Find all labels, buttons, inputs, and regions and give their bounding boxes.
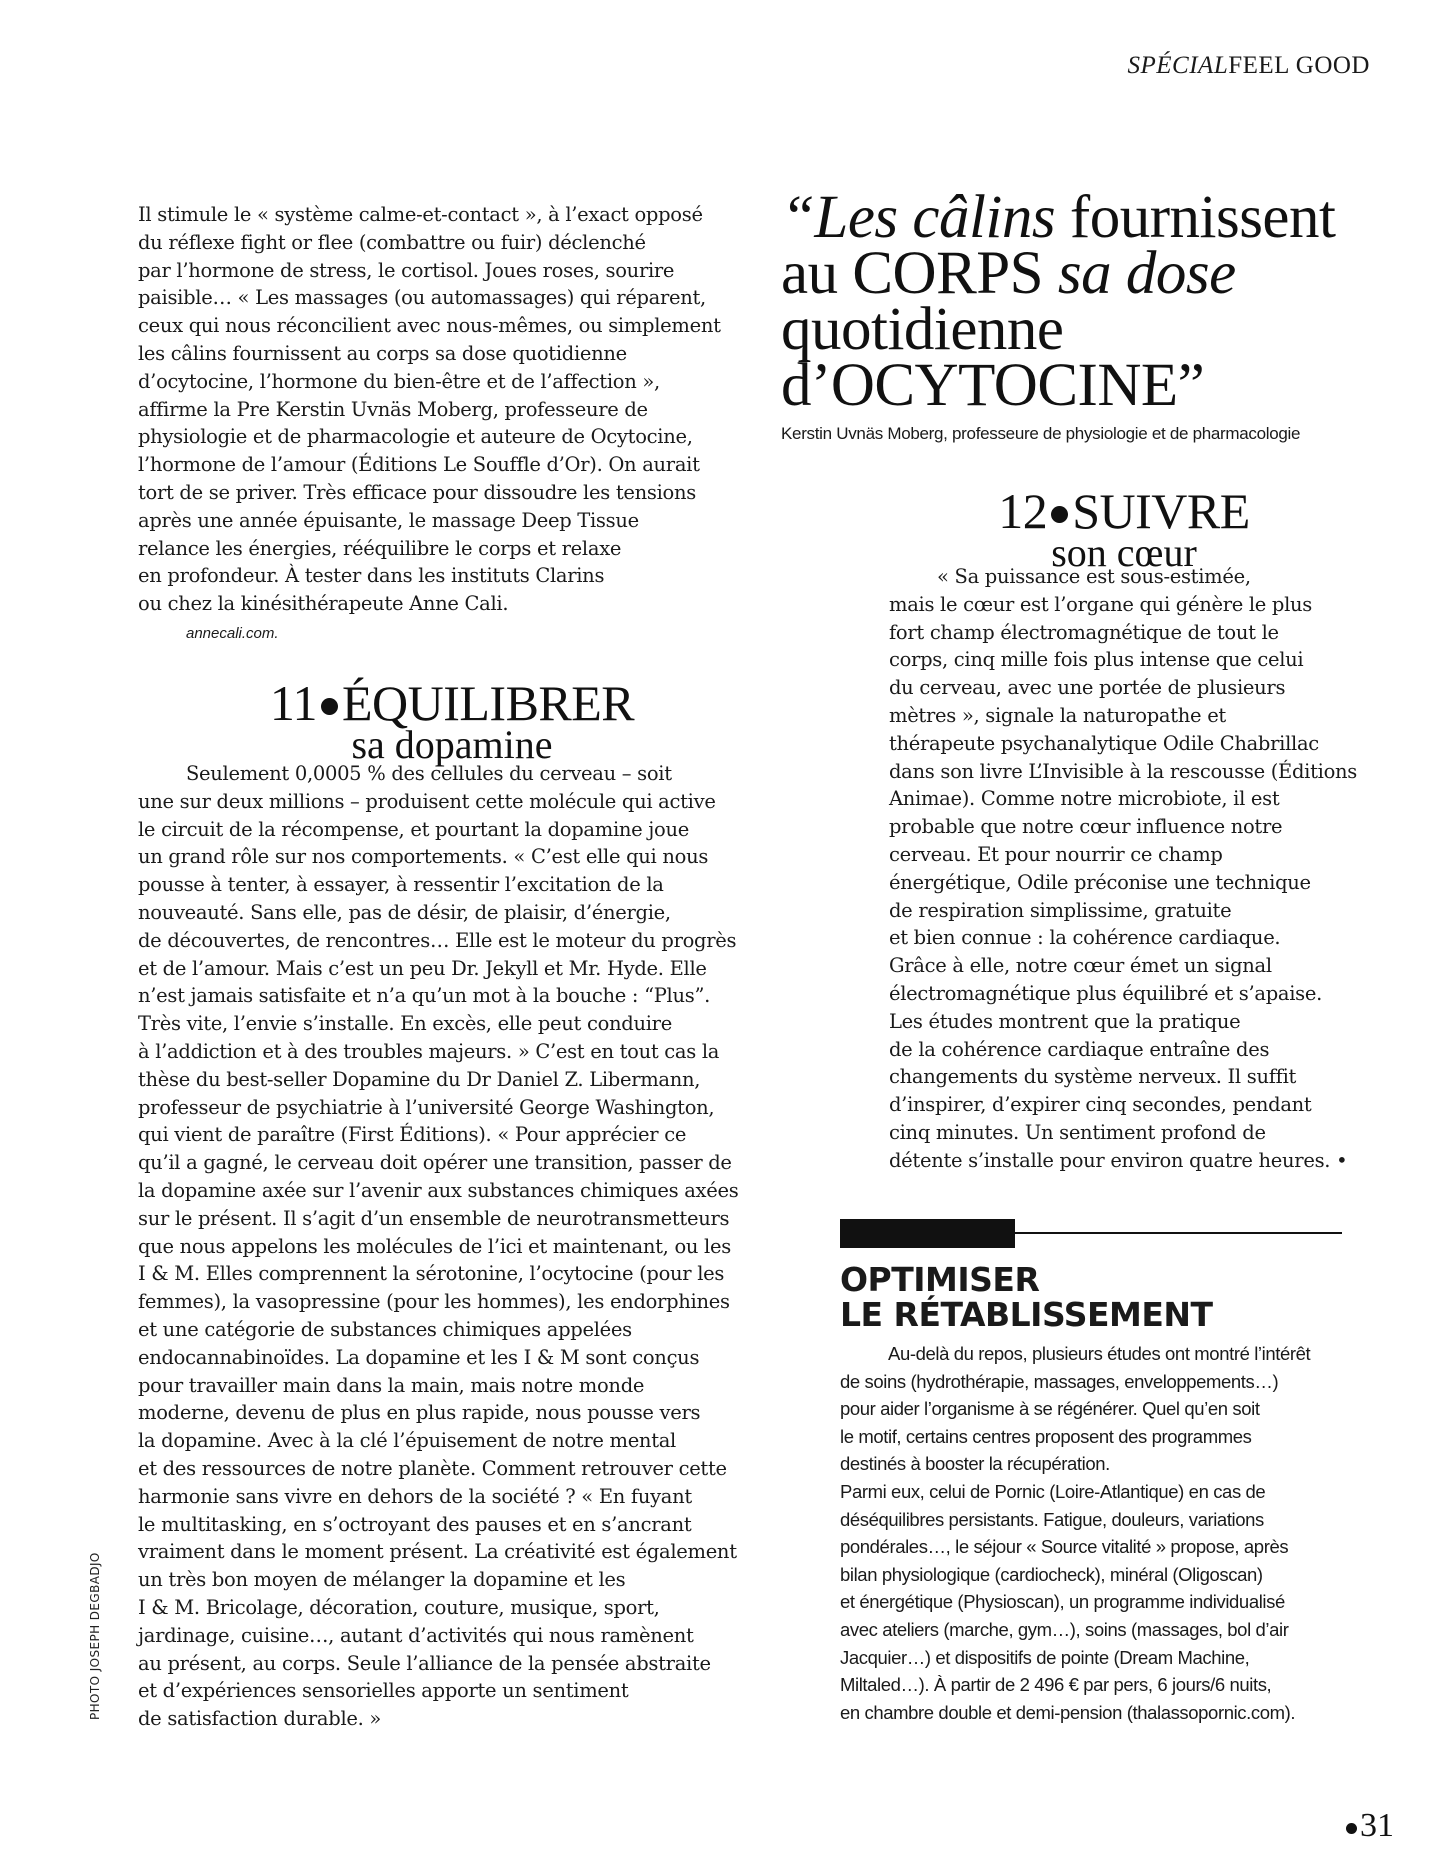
intro-line: tort de se priver. Très efficace pour dissoudre les tensions <box>138 480 696 504</box>
box-line: déséquilibres persistants. Fatigue, douleurs, variations <box>840 1508 1264 1530</box>
box-title-line: LE RÉTABLISSEMENT <box>840 1295 1213 1334</box>
page-number <box>1346 1807 1394 1845</box>
section-12-heading <box>889 483 1359 575</box>
body-line: Grâce à elle, notre cœur émet un signal <box>889 954 1272 978</box>
body-line: de satisfaction durable. » <box>138 1707 382 1731</box>
body-line: Très vite, l’envie s’installe. En excès, elle peut conduire <box>138 1012 672 1036</box>
quote-text: sa dose <box>1057 240 1236 307</box>
body-line: femmes), la vasopressine (pour les hommes), les endorphines <box>138 1290 730 1314</box>
body-line: thérapeute psychanalytique Odile Chabrillac <box>889 731 1319 755</box>
quote-text: d’OCYTOCINE” <box>781 352 1205 419</box>
box-body <box>840 1340 1360 1726</box>
body-line: électromagnétique plus équilibré et s’apaise. <box>889 981 1323 1005</box>
section-12-body <box>889 563 1359 1175</box>
photo-credit: PHOTO JOSEPH DEGBADJO <box>88 1552 102 1720</box>
box-line: destinés à booster la récupération. <box>840 1453 1110 1475</box>
intro-text <box>138 201 766 648</box>
quote-text: quotidienne <box>781 296 1064 363</box>
intro-line: physiologie et de pharmacologie et auteure de Ocytocine, <box>138 425 693 449</box>
body-line: probable que notre cœur influence notre <box>889 815 1283 839</box>
box-line: le motif, certains centres proposent des programmes <box>840 1425 1252 1447</box>
body-line: le circuit de la récompense, et pourtant la dopamine joue <box>138 817 689 841</box>
body-line: fort champ électromagnétique de tout le <box>889 620 1279 644</box>
intro-line: du réflexe fight or flee (combattre ou fuir) déclenché <box>138 230 646 254</box>
section-11-heading <box>138 675 766 767</box>
body-line: professeur de psychiatrie à l’université George Washington, <box>138 1095 715 1119</box>
body-line: à l’addiction et à des troubles majeurs. » C’est en tout cas la <box>138 1039 720 1063</box>
box-line: pondérales…, le séjour « Source vitalité » propose, après <box>840 1536 1289 1558</box>
body-line: « Sa puissance est sous-estimée, <box>937 565 1251 588</box>
body-line: et une catégorie de substances chimiques appelées <box>138 1317 632 1341</box>
body-line: harmonie sans vivre en dehors de la société ? « En fuyant <box>138 1484 692 1508</box>
body-line: pousse à tenter, à essayer, à ressentir l’excitation de la <box>138 873 664 897</box>
body-line: dans son livre L’Invisible à la rescousse (Éditions <box>889 759 1357 783</box>
body-line: qui vient de paraître (First Éditions). « Pour apprécier ce <box>138 1123 687 1147</box>
box-line: Jacquier…) et dispositifs de pointe (Dream Machine, <box>840 1646 1250 1668</box>
intro-line: d’ocytocine, l’hormone du bien-être et de l’affection », <box>138 369 660 393</box>
intro-line: par l’hormone de stress, le cortisol. Joues roses, sourire <box>138 258 675 282</box>
body-line: de la cohérence cardiaque entraîne des <box>889 1037 1270 1061</box>
intro-line: l’hormone de l’amour (Éditions Le Souffle d’Or). On aurait <box>138 453 700 477</box>
body-line: de découvertes, de rencontres… Elle est le moteur du progrès <box>138 928 737 952</box>
section-number: 12 <box>998 483 1048 539</box>
intro-line: ceux qui nous réconcilient avec nous-mêmes, ou simplement <box>138 314 721 338</box>
body-line: et d’expériences sensorielles apporte un sentiment <box>138 1679 629 1703</box>
section-11-body <box>138 760 766 1733</box>
body-line: Seulement 0,0005 % des cellules du cerveau – soit <box>186 762 672 785</box>
header-special: SPÉCIAL <box>1127 52 1229 79</box>
body-line: cerveau. Et pour nourrir ce champ <box>889 842 1223 866</box>
body-line: Animae). Comme notre microbiote, il est <box>889 787 1280 811</box>
body-line: endocannabinoïdes. La dopamine et les I & M sont conçus <box>138 1345 700 1369</box>
body-line: la dopamine axée sur l’avenir aux substances chimiques axées <box>138 1178 739 1202</box>
header-rubric: FEEL GOOD <box>1228 52 1370 79</box>
box-line: Parmi eux, celui de Pornic (Loire-Atlantique) en cas de <box>840 1480 1266 1502</box>
box-line: pour aider l’organisme à se régénérer. Quel qu’en soit <box>840 1398 1260 1420</box>
body-line: moderne, devenu de plus en plus rapide, nous pousse vers <box>138 1401 701 1425</box>
body-line: que nous appelons les molécules de l’ici et maintenant, ou les <box>138 1234 731 1258</box>
body-line: un très bon moyen de mélanger la dopamine et les <box>138 1568 626 1592</box>
body-line: de respiration simplissime, gratuite <box>889 898 1232 922</box>
section-header <box>1128 52 1370 80</box>
intro-line: affirme la Pre Kerstin Uvnäs Moberg, professeure de <box>138 397 648 421</box>
body-line: sur le présent. Il s’agit d’un ensemble de neurotransmetteurs <box>138 1206 730 1230</box>
box-line: en chambre double et demi-pension (thalassopornic.com). <box>840 1701 1296 1723</box>
pull-quote <box>781 184 1381 419</box>
body-line: n’est jamais satisfaite et n’a qu’un mot à la bouche : “Plus”. <box>138 984 711 1008</box>
body-line: thèse du best-seller Dopamine du Dr Daniel Z. Libermann, <box>138 1067 701 1091</box>
intro-line: relance les énergies, rééquilibre le corps et relaxe <box>138 536 622 560</box>
body-line: jardinage, cuisine…, autant d’activités qui nous ramènent <box>138 1623 694 1647</box>
body-line: d’inspirer, d’expirer cinq secondes, pendant <box>889 1093 1312 1117</box>
intro-line: les câlins fournissent au corps sa dose quotidienne <box>138 341 627 365</box>
box-line: bilan physiologique (cardiocheck), minéral (Oligoscan) <box>840 1563 1263 1585</box>
quote-text: fournissent <box>1055 184 1336 251</box>
body-line: corps, cinq mille fois plus intense que celui <box>889 648 1304 672</box>
box-title-line: OPTIMISER <box>840 1260 1040 1299</box>
quote-text: “Les câlins <box>781 184 1056 251</box>
body-line: pour travailler main dans la main, mais notre monde <box>138 1373 645 1397</box>
section-title: ÉQUILIBRER <box>341 675 635 731</box>
body-line: qu’il a gagné, le cerveau doit opérer une transition, passer de <box>138 1151 732 1175</box>
box-line: Au-delà du repos, plusieurs études ont montré l’intérêt <box>888 1343 1311 1364</box>
section-subtitle: son cœur <box>1051 530 1197 575</box>
body-line: mais le cœur est l’organe qui génère le plus <box>889 592 1313 616</box>
body-line: une sur deux millions – produisent cette molécule qui active <box>138 789 716 813</box>
body-line: au présent, au corps. Seule l’alliance de la pensée abstraite <box>138 1651 711 1675</box>
intro-line: Il stimule le « système calme-et-contact », à l’exact opposé <box>138 203 703 226</box>
bullet-dot-icon <box>1346 1823 1357 1834</box>
bullet-dot-icon <box>321 698 338 715</box>
body-line: nouveauté. Sans elle, pas de désir, de plaisir, d’énergie, <box>138 900 671 924</box>
quote-attribution: Kerstin Uvnäs Moberg, professeure de physiologie et de pharmacologie <box>781 424 1301 443</box>
box-line: Miltaled…). À partir de 2 496 € par pers, 6 jours/6 nuits, <box>840 1674 1272 1696</box>
body-line: et de l’amour. Mais c’est un peu Dr. Jekyll et Mr. Hyde. Elle <box>138 956 707 980</box>
body-line: détente s’installe pour environ quatre heures. • <box>889 1148 1348 1172</box>
body-line: énergétique, Odile préconise une technique <box>889 870 1311 894</box>
section-number: 11 <box>269 675 317 731</box>
body-line: Les études montrent que la pratique <box>889 1009 1241 1033</box>
box-accent-bar <box>840 1219 1015 1248</box>
body-line: le multitasking, en s’octroyant des pauses et en s’ancrant <box>138 1512 692 1536</box>
intro-line: paisible… « Les massages (ou automassages) qui réparent, <box>138 286 706 310</box>
body-line: du cerveau, avec une portée de plusieurs <box>889 676 1286 700</box>
body-line: mètres », signale la naturopathe et <box>889 703 1226 727</box>
body-line: I & M. Bricolage, décoration, couture, musique, sport, <box>138 1595 660 1619</box>
intro-line: après une année épuisante, le massage Deep Tissue <box>138 508 639 532</box>
source-link: annecali.com. <box>186 624 279 642</box>
page-number-value: 31 <box>1360 1807 1394 1844</box>
body-line: la dopamine. Avec à la clé l’épuisement de notre mental <box>138 1429 676 1453</box>
box-rule <box>1015 1232 1342 1234</box>
body-line: et des ressources de notre planète. Comment retrouver cette <box>138 1456 727 1480</box>
intro-line: ou chez la kinésithérapeute Anne Cali. <box>138 592 509 616</box>
body-line: et bien connue : la cohérence cardiaque. <box>889 926 1281 950</box>
box-title <box>840 1262 1360 1332</box>
intro-line: en profondeur. À tester dans les instituts Clarins <box>138 564 605 588</box>
bullet-dot-icon <box>1051 506 1068 523</box>
quote-text: au CORPS <box>781 240 1058 307</box>
body-line: I & M. Elles comprennent la sérotonine, l’ocytocine (pour les <box>138 1262 725 1286</box>
body-line: cinq minutes. Un sentiment profond de <box>889 1120 1266 1144</box>
box-line: de soins (hydrothérapie, massages, enveloppements…) <box>840 1370 1279 1392</box>
box-line: avec ateliers (marche, gym…), soins (massages, bol d’air <box>840 1618 1289 1640</box>
body-line: changements du système nerveux. Il suffit <box>889 1065 1297 1089</box>
box-line: et énergétique (Physioscan), un programme individualisé <box>840 1591 1285 1613</box>
section-title: SUIVRE <box>1072 483 1250 539</box>
body-line: vraiment dans le moment présent. La créativité est également <box>138 1540 737 1564</box>
section-subtitle: sa dopamine <box>351 722 553 767</box>
body-line: un grand rôle sur nos comportements. « C’est elle qui nous <box>138 845 709 869</box>
